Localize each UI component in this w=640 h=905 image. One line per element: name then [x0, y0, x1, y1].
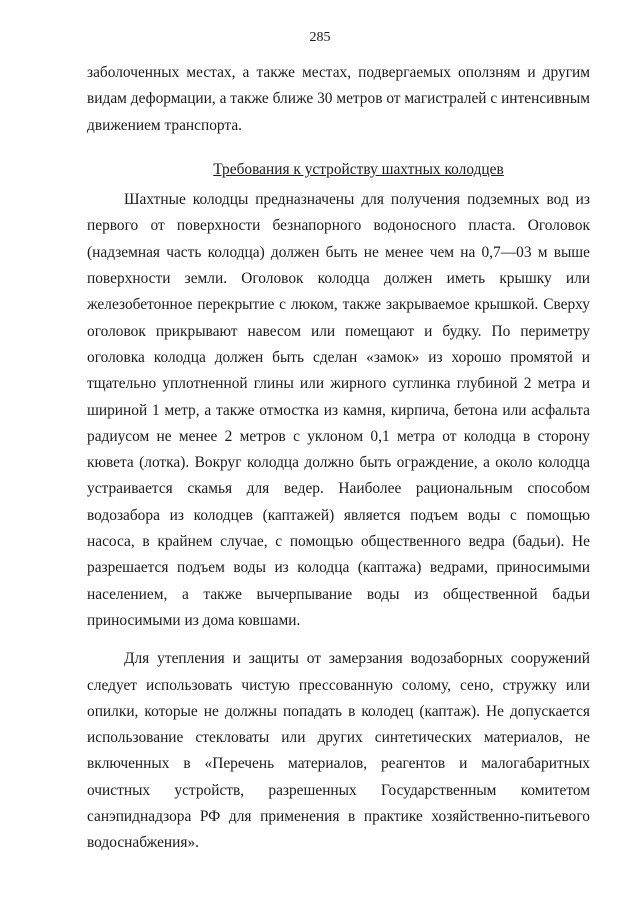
intro-paragraph: заболоченных местах, а также местах, подвергаемых оползням и другим видам деформации, а также ближе 30 метров от магистралей с интенсивным движением транспорта. [87, 64, 590, 134]
page-number: 285 [309, 30, 331, 45]
page-content [87, 60, 590, 857]
paragraph-gap [87, 634, 590, 646]
paragraph-insulation: Для утепления и защиты от замерзания водозаборных сооружений следует использовать чистую прессованную солому, сено, стружку или опилки, которые не должны попадать в колодец (каптаж). Не допускается использование стекловаты или других синтетических материалов, не включенных в «Перечень материалов, реагентов и малогабаритных очистных устройств, разрешенных Государственным комитетом санэпиднадзора РФ для применения в практике хозяйственно-питьевого водоснабжения». [87, 650, 590, 852]
section-heading: Требования к устройству шахтных колодцев [213, 160, 504, 178]
paragraph-shaft-wells: Шахтные колодцы предназначены для получения подземных вод из первого от поверхности безнапорного водоносного пласта. Оголовок (надземная часть колодца) должен быть не менее чем на 0,7—03 м выше поверхности земли. Оголовок колодца должен иметь крышку или железобетонное перекрытие с люком, также закрываемое крышкой. Сверху оголовок прикрывают навесом или помещают и будку. По периметру оголовка колодца должен быть сделан «замок» из хорошо промятой и тщательно уплотненной глины или жирного суглинка глубиной 2 метра и шириной 1 метр, а также отмостка из камня, кирпича, бетона или асфальта радиусом не менее 2 метров с уклоном 0,1 метра от колодца в сторону кювета (лотка). Вокруг колодца должно быть ограждение, а около колодца устраивается скамья для ведер. Наиболее рациональным способом водозабора из колодцев (каптажей) является подъем воды с помощью насоса, в крайнем случае, с помощью общественного ведра (бадьи). Не разрешается подъем воды из колодца (каптажа) ведрами, приносимыми населением, а также вычерпывание воды из общественной бадьи приносимыми из дома ковшами. [87, 191, 590, 629]
